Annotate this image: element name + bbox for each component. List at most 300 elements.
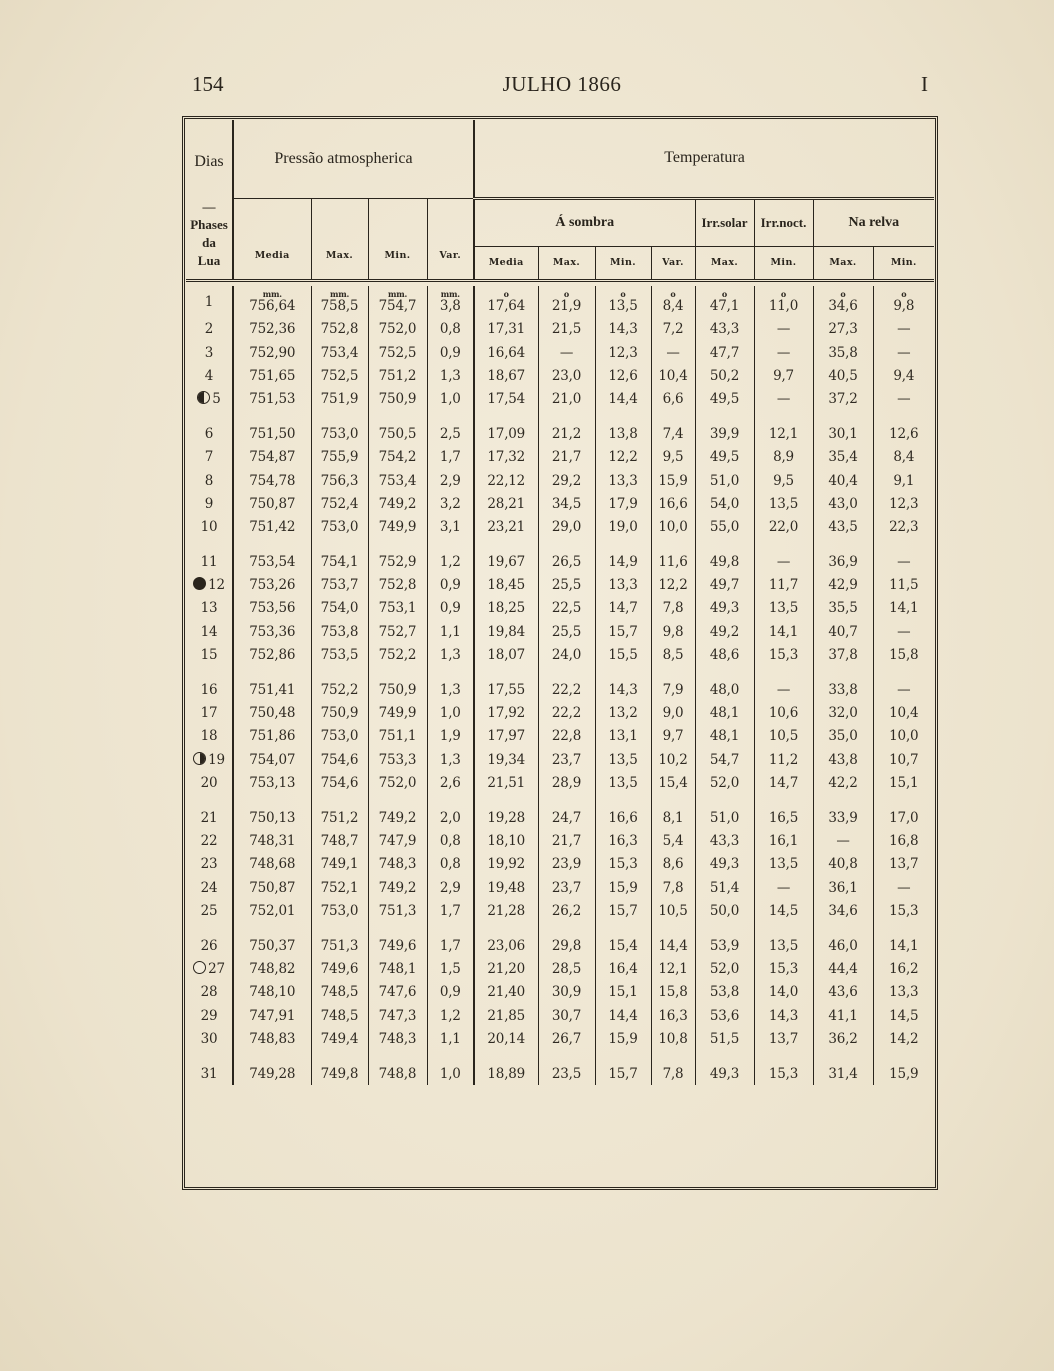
cell-relva-min [873,876,934,899]
pressure-col-var: Var. [427,198,474,280]
table-row [186,853,934,876]
cell-shade-var [651,620,695,643]
cell-relva-min [873,469,934,492]
cell-value: 754,1 [320,553,359,570]
cell-relva-max [813,597,873,620]
cell-value: 54,0 [709,495,740,512]
cell-value: 19,84 [487,623,526,640]
cell-value: 14,5 [889,1007,919,1024]
cell-shade-max [538,388,595,411]
cell-pressure-media [233,573,311,596]
gap-cell [873,411,934,422]
cell-pressure-max [311,876,368,899]
cell-pressure-min [368,934,427,957]
cell-value: 13,5 [768,495,799,512]
cell-shade-max [538,725,595,748]
cell-shade-media [474,853,538,876]
cell-value: 48,1 [709,728,740,745]
cell-irr-solar-max [695,620,754,643]
cell-value: 31,4 [828,1065,858,1082]
cell-pressure-min [368,957,427,980]
cell-value: 16,6 [658,495,688,512]
cell-pressure-min [368,853,427,876]
cell-value: 752,8 [378,577,417,594]
cell-pressure-media [233,550,311,573]
unit-label: o [780,288,787,299]
cell-value: 752,90 [249,344,296,361]
cell-pressure-max [311,678,368,701]
cell-pressure-media [233,469,311,492]
cell-irr-solar-max [695,286,754,318]
cell-value: 15,1 [889,775,919,792]
col-days-phases [186,198,233,280]
cell-value: 754,0 [320,600,359,617]
cell-day [186,1004,233,1027]
cell-value: 22 [200,833,218,849]
cell-shade-media [474,876,538,899]
cell-value: 3,1 [439,519,461,536]
cell-irr-solar-max [695,899,754,922]
cell-day [186,620,233,643]
cell-pressure-media [233,644,311,667]
cell-value: 25,5 [551,577,582,594]
cell-value: 33,8 [828,681,858,698]
cell-value: 753,5 [320,647,359,664]
cell-value: 1,3 [439,647,461,664]
cell-shade-media [474,620,538,643]
cell-pressure-var [427,772,474,795]
cell-day [186,678,233,701]
cell-value: 17,92 [487,705,526,722]
cell-pressure-media [233,1027,311,1050]
cell-value: 18,89 [487,1065,526,1082]
cell-value: 754,6 [320,751,359,768]
cell-value: 13,7 [768,1031,799,1048]
gap-cell [873,539,934,550]
cell-pressure-media [233,853,311,876]
cell-pressure-var [427,550,474,573]
cell-value: 10,0 [889,728,919,745]
cell-pressure-var [427,1027,474,1050]
cell-value: 35,8 [828,344,858,361]
cell-value: 14,7 [768,775,799,792]
cell-pressure-var [427,341,474,364]
cell-value: 9,4 [893,367,915,384]
cell-pressure-max [311,492,368,515]
cell-value: 751,3 [378,903,417,920]
cell-value: 18 [200,728,218,745]
cell-value: 19,92 [487,856,526,873]
cell-value: 27,3 [828,321,858,338]
cell-relva-max [813,725,873,748]
cell-value: 752,1 [320,879,359,896]
cell-relva-max [813,516,873,539]
cell-value: 18,10 [487,833,526,849]
cell-value: 1,3 [439,681,461,698]
cell-value: 21,2 [551,425,582,442]
cell-shade-var [651,981,695,1004]
cell-relva-min [873,1062,934,1085]
gap-cell [368,539,427,550]
cell-value: 18,45 [487,577,526,594]
relva-col-min: Min. [890,257,917,268]
cell-value: 22,2 [551,705,582,722]
cell-value: 17,0 [889,809,919,826]
cell-value: 21 [200,809,218,826]
cell-value: 49,3 [709,856,740,873]
cell-value: 53,8 [709,984,740,1001]
cell-value: 51,0 [709,809,740,826]
cell-pressure-media [233,286,311,318]
cell-pressure-var [427,286,474,318]
gap-cell [233,539,311,550]
cell-value: 8,9 [773,449,794,466]
cell-day [186,829,233,852]
cell-value: 752,01 [249,903,296,920]
cell-relva-max [813,829,873,852]
cell-value: 750,37 [249,937,296,954]
cell-irr-solar-max [695,516,754,539]
cell-value: 22,12 [487,472,526,489]
table-row [186,772,934,795]
cell-value: 36,2 [828,1031,858,1048]
cell-value: — [897,879,911,896]
cell-value: 22,8 [551,728,582,745]
cell-value: 46,0 [828,937,858,954]
cell-value: 753,0 [320,425,359,442]
cell-shade-max [538,853,595,876]
cell-day [186,469,233,492]
cell-value: 14,3 [608,321,638,338]
cell-day [186,981,233,1004]
cell-value: 749,4 [320,1031,359,1048]
cell-day [186,748,233,771]
cell-relva-min [873,748,934,771]
cell-value: 9 [204,495,214,512]
gap-cell [754,667,813,678]
cell-value: 13,3 [608,577,638,594]
cell-irr-noct-min [754,806,813,829]
cell-value: 752,7 [378,623,417,640]
table-row [186,701,934,724]
cell-value: 50,0 [709,903,740,920]
cell-pressure-max [311,364,368,387]
cell-value: 14,7 [608,600,638,617]
cell-value: 13,3 [889,984,919,1001]
cell-value: 753,4 [378,472,417,489]
gap-cell [813,923,873,934]
cell-value: 17,64 [487,297,526,314]
cell-relva-min [873,701,934,724]
cell-value: 47,1 [709,297,740,314]
cell-pressure-max [311,388,368,411]
cell-value: 15,9 [889,1065,919,1082]
gap-cell [538,795,595,806]
cell-pressure-min [368,422,427,445]
cell-irr-solar-max [695,318,754,341]
moon-phase-new-icon [193,577,206,590]
cell-irr-solar-max [695,644,754,667]
cell-pressure-min [368,620,427,643]
cell-value: 752,0 [378,321,417,338]
cell-shade-max [538,934,595,957]
gap-cell [695,1051,754,1062]
cell-irr-solar-max [695,1062,754,1085]
cell-shade-media [474,1062,538,1085]
gap-cell [695,411,754,422]
cell-shade-media [474,644,538,667]
gap-cell [595,1051,651,1062]
table-row [186,573,934,596]
gap-cell [873,795,934,806]
pressure-col-min: Min. [368,198,427,280]
cell-value: — [776,553,791,570]
cell-relva-min [873,318,934,341]
cell-pressure-media [233,701,311,724]
cell-value: 752,2 [378,647,417,664]
cell-value: 753,26 [249,577,296,594]
cell-shade-media [474,981,538,1004]
cell-irr-solar-max [695,853,754,876]
cell-shade-min [595,748,651,771]
cell-value: 11,2 [768,751,799,768]
cell-day [186,876,233,899]
unit-label: mm. [262,288,282,299]
cell-relva-max [813,748,873,771]
cell-value: 30,1 [828,425,858,442]
cell-irr-noct-min [754,550,813,573]
weather-table [186,120,934,1085]
gap-cell [474,667,538,678]
cell-pressure-media [233,516,311,539]
cell-value: 752,5 [320,367,359,384]
cell-value: 35,0 [828,728,858,745]
cell-value: 10,4 [889,705,919,722]
cell-value: 26,5 [551,553,582,570]
cell-relva-min [873,829,934,852]
cell-value: 753,1 [378,600,417,617]
gap-cell [651,539,695,550]
cell-shade-media [474,597,538,620]
cell-irr-solar-max [695,550,754,573]
cell-value: 15,8 [889,647,919,664]
cell-pressure-min [368,550,427,573]
cell-pressure-min [368,286,427,318]
cell-value: 14,2 [889,1031,919,1048]
cell-pressure-min [368,772,427,795]
cell-value: 753,4 [320,344,359,361]
gap-cell [427,923,474,934]
cell-shade-var [651,957,695,980]
cell-value: 752,2 [320,681,359,698]
cell-irr-noct-min [754,445,813,468]
cell-relva-max [813,469,873,492]
cell-value: 26 [200,937,218,954]
cell-value: 749,2 [378,809,417,826]
cell-pressure-var [427,364,474,387]
cell-value: 19,0 [608,519,638,536]
gap-cell [651,1051,695,1062]
cell-value: 23,21 [487,519,526,536]
cell-irr-solar-max [695,388,754,411]
table-row [186,469,934,492]
cell-irr-noct-min [754,853,813,876]
cell-pressure-media [233,597,311,620]
cell-value: 13,7 [889,856,919,873]
cell-pressure-max [311,772,368,795]
cell-shade-media [474,1027,538,1050]
cell-relva-min [873,286,934,318]
cell-pressure-max [311,725,368,748]
cell-pressure-min [368,597,427,620]
cell-value: 32,0 [828,705,858,722]
cell-value: 26,2 [551,903,582,920]
cell-shade-max [538,806,595,829]
cell-value: 14,1 [768,623,799,640]
cell-value: 748,10 [249,984,296,1001]
cell-value: 748,5 [320,1007,359,1024]
cell-shade-max [538,678,595,701]
irr-noct-col-min: Min. [754,246,813,280]
cell-value: 18,07 [487,647,526,664]
cell-value: 52,0 [709,775,740,792]
cell-value: 9,5 [662,449,684,466]
gap-cell [754,1051,813,1062]
cell-irr-noct-min [754,516,813,539]
cell-value: 748,31 [249,833,296,849]
cell-value: 2 [204,321,214,338]
cell-shade-max [538,1027,595,1050]
cell-value: 28,21 [487,495,526,512]
cell-value: 751,53 [249,391,296,408]
cell-value: 748,83 [249,1031,296,1048]
cell-shade-max [538,772,595,795]
cell-value: 754,6 [320,775,359,792]
unit-label: mm. [440,288,460,299]
unit-label: o [563,288,570,299]
cell-value: 753,56 [249,600,296,617]
cell-pressure-var [427,492,474,515]
table-row [186,1027,934,1050]
cell-pressure-max [311,286,368,318]
cell-irr-noct-min [754,318,813,341]
cell-shade-min [595,853,651,876]
cell-value: 751,41 [249,681,296,698]
gap-cell [186,667,233,678]
cell-pressure-var [427,725,474,748]
page-number: 154 [192,72,224,96]
cell-day [186,550,233,573]
table-row [186,1004,934,1027]
cell-value: 12,1 [768,425,799,442]
pressure-col-max: Max. [311,198,368,280]
cell-shade-min [595,492,651,515]
cell-shade-var [651,422,695,445]
cell-shade-var [651,388,695,411]
cell-value: 747,9 [378,833,417,849]
cell-pressure-var [427,516,474,539]
shade-col-min: Min. [595,246,651,280]
cell-pressure-min [368,806,427,829]
table-row [186,1062,934,1085]
cell-pressure-min [368,876,427,899]
cell-value: 43,0 [828,495,858,512]
table-row [186,806,934,829]
cell-relva-min [873,772,934,795]
cell-shade-max [538,597,595,620]
cell-relva-min [873,853,934,876]
cell-pressure-media [233,725,311,748]
cell-relva-max [813,388,873,411]
cell-value: 43,5 [828,519,858,536]
cell-value: 1,0 [439,1065,461,1082]
cell-pressure-var [427,853,474,876]
cell-shade-var [651,597,695,620]
gap-cell [595,667,651,678]
cell-value: 28 [200,984,218,1001]
table-row [186,934,934,957]
cell-value: 53,9 [709,937,740,954]
cell-irr-noct-min [754,597,813,620]
cell-pressure-media [233,445,311,468]
cell-pressure-media [233,1062,311,1085]
unit-label: o [503,288,509,299]
cell-value: 2,9 [439,472,461,489]
cell-value: 10,5 [768,728,799,745]
cell-irr-solar-max [695,772,754,795]
cell-value: 2,6 [439,775,461,792]
cell-shade-min [595,573,651,596]
cell-shade-min [595,829,651,852]
cell-value: 8,1 [662,809,684,826]
cell-value: 748,3 [378,1031,417,1048]
cell-value: 15,4 [608,937,638,954]
cell-shade-max [538,573,595,596]
cell-value: 750,87 [249,879,296,896]
cell-shade-min [595,1062,651,1085]
table-row [186,620,934,643]
cell-pressure-min [368,701,427,724]
cell-value: 29,8 [551,937,582,954]
table-row [186,341,934,364]
cell-value: 747,6 [378,984,417,1001]
cell-value: 1,1 [439,623,461,640]
cell-value: 1,5 [439,960,461,977]
cell-value: 1,1 [439,1031,461,1048]
unit-label: o [670,288,676,299]
cell-irr-noct-min [754,725,813,748]
cell-value: 754,07 [249,751,296,768]
cell-value: 3,8 [439,297,461,314]
cell-value: 48,6 [709,647,740,664]
cell-value: — [897,623,911,640]
gap-cell [311,411,368,422]
col-days-dash: — [202,199,216,214]
col-days-label: Dias [194,153,224,170]
cell-value: 10,8 [658,1031,688,1048]
cell-value: 14,4 [608,391,638,408]
gap-cell [813,667,873,678]
na-relva-title: Na relva [813,198,934,246]
cell-pressure-media [233,678,311,701]
cell-value: 0,9 [439,984,461,1001]
gap-cell [474,923,538,934]
cell-value: 22,5 [551,600,582,617]
cell-value: 7,4 [662,425,684,442]
cell-irr-solar-max [695,806,754,829]
cell-pressure-var [427,469,474,492]
cell-value: 42,2 [828,775,858,792]
